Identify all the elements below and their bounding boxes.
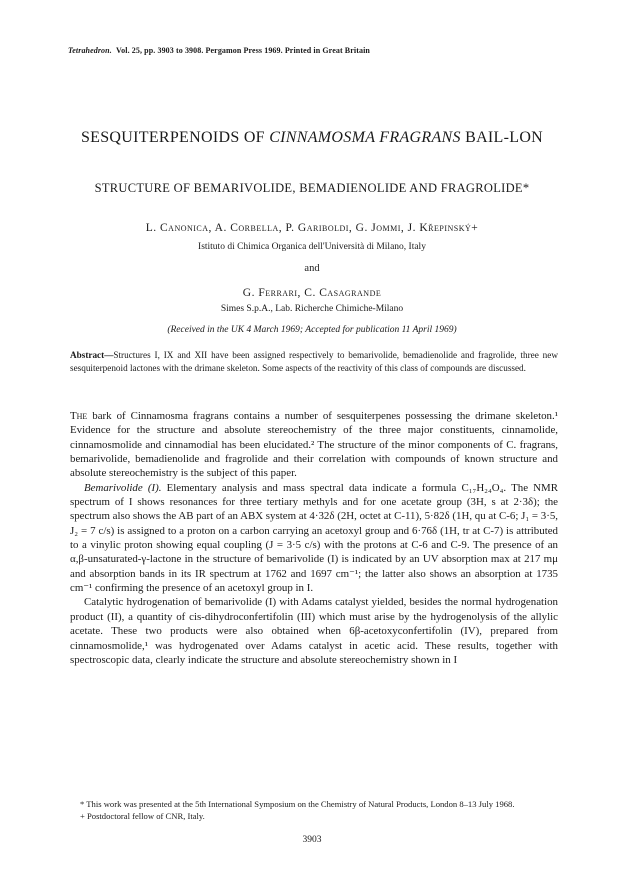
paragraph-3: Catalytic hydrogenation of bemarivolide (I) with Adams catalyst yielded, besides the normal hydrogenation product (II), a quantity of cis-dihydroconfertifolin (III) which must arise by the hydrogenolysis of the allylic acetate. These two products were also obtained when 6β-acetoxyconfertifolin (IV), prepared from cinnamosmolide,¹ was hydrogenated over Adams catalyst in acetic acid. These results, together with spectroscopic data, clearly indicate the structure and absolute stereochemistry shown in I <box>70 596 558 666</box>
affiliation: Istituto di Chimica Organica dell'Università di Milano, Italy <box>198 242 426 252</box>
received-dates: (Received in the UK 4 March 1969; Accepted for publication 11 April 1969) <box>167 325 457 335</box>
article-title <box>60 128 564 147</box>
footnote-2: + Postdoctoral fellow of CNR, Italy. <box>80 810 205 821</box>
affiliation-second: Simes S.p.A., Lab. Richerche Chimiche-Milano <box>220 304 404 314</box>
authors: L. Canonica, A. Corbella, P. Gariboldi, G. Jommi, J. Křepinský+ <box>145 222 479 234</box>
journal-details: Vol. 25, pp. 3903 to 3908. Pergamon Press 1969. Printed in Great Britain <box>116 46 370 55</box>
abstract-text: Structures I, IX and XII have been assigned respectively to bemarivolide, bemadienolide and fragrolide, three new sesquiterpenoid lactones with the drimane skeleton. Some aspects of the reactivity of this class of compounds are discussed. <box>70 350 558 373</box>
journal-header <box>68 46 370 55</box>
paragraph-1-text: bark of Cinnamosma fragrans contains a number of sesquiterpenes possessing the drimane skeleton.¹ Evidence for the structure and absolute stereochemistry of the three major constituents, cinnamolide, cinnamosmolide and cinnamodial has been elucidated.² The structure of the minor components of C. fragrans, bemarivolide, bemadienolide and fragrolide and their correlation with compounds of known structure and absolute stereochemistry is the subject of this paper. <box>70 410 558 480</box>
and-separator: and <box>304 263 320 274</box>
paragraph-2 <box>70 481 558 596</box>
paragraph-2-heading: Bemarivolide (I). <box>84 481 162 494</box>
journal-name: Tetrahedron. <box>68 46 112 55</box>
article-body <box>70 409 558 667</box>
title-part-1: SESQUITERPENOIDS OF <box>80 129 270 146</box>
paragraph-1 <box>70 409 558 481</box>
page-number: 3903 <box>302 835 322 845</box>
authors-second: G. Ferrari, C. Casagrande <box>242 287 382 299</box>
paragraph-1-lead: The <box>70 410 88 422</box>
footnote-1: * This work was presented at the 5th International Symposium on the Chemistry of Natural Products, London 8–13 July 1968. <box>80 799 515 809</box>
article-subtitle: STRUCTURE OF BEMARIVOLIDE, BEMADIENOLIDE AND FRAGROLIDE* <box>94 181 530 195</box>
abstract <box>70 349 558 375</box>
title-part-2: BAIL-LON <box>460 129 544 146</box>
abstract-label: Abstract— <box>70 350 114 360</box>
title-italic: CINNAMOSMA FRAGRANS <box>269 129 461 146</box>
footnotes <box>70 799 558 822</box>
paragraph-2-text: Elementary analysis and mass spectral data indicate a formula C₁₇H₂₄O₄. The NMR spectrum of I shows resonances for three tertiary methyls and for one acetate group (3H, s at 2·3δ); the spectrum also shows the AB part of an ABX system at 4·32δ (2H, octet at C-11), 5·82δ (1H, qu at C-6; J₁ = 3·5, J₂ = 7 c/s) is assigned to a proton on a carbon carrying an acetoxyl group and 6·76δ (1H, tr at C-7) is attributed to a vinylic proton showing equal coupling (J = 3·5 c/s) with the protons at C-6 and C-9. The presence of an α,β-unsaturated-γ-lactone in the structure of bemarivolide (I) is indicated by an UV absorption max at 217 mμ and absorption bands in its IR spectrum at 1762 and 1697 cm⁻¹; the latter also shows an absorption at 1735 cm⁻¹ confirming the presence of an acetoxyl group in I. <box>70 481 558 595</box>
